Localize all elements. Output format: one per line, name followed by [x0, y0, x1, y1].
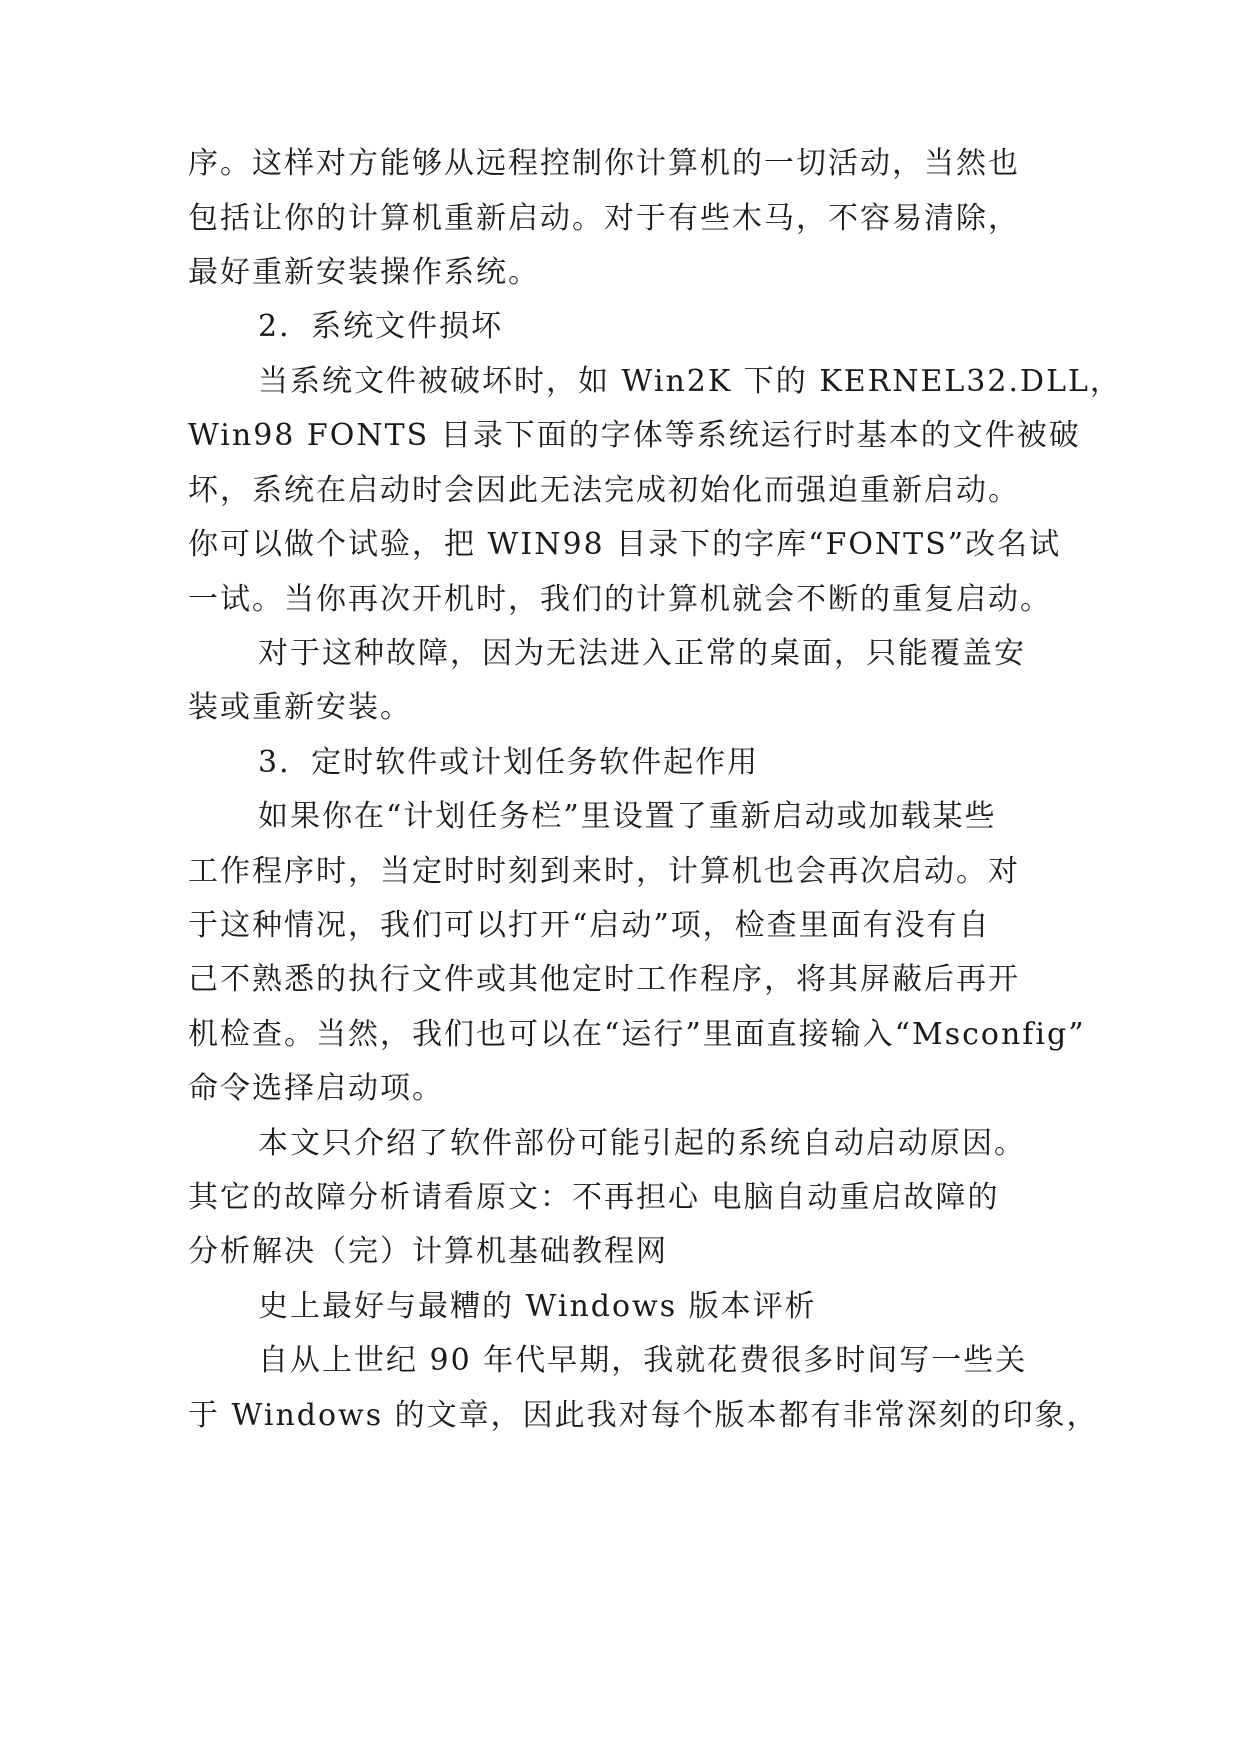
text-line: 于这种情况，我们可以打开“启动”项，检查里面有没有自	[188, 908, 991, 943]
text-line: 你可以做个试验，把 WIN98 目录下的字库“FONTS”改名试	[188, 527, 1062, 562]
text-line: 分析解决（完）计算机基础教程网	[188, 1234, 668, 1269]
text-line: 一试。当你再次开机时，我们的计算机就会不断的重复启动。	[188, 582, 1052, 617]
text-line: 如果你在“计划任务栏”里设置了重新启动或加载某些	[258, 799, 997, 834]
article-title: 史上最好与最糟的 Windows 版本评析	[258, 1289, 817, 1324]
text-line: 于 Windows 的文章，因此我对每个版本都有非常深刻的印象，	[188, 1398, 1099, 1433]
text-line: 对于这种故障，因为无法进入正常的桌面，只能覆盖安	[258, 636, 1026, 671]
text-line: 其它的故障分析请看原文：不再担心 电脑自动重启故障的	[188, 1180, 1000, 1215]
text-line: 坏，系统在启动时会因此无法完成初始化而强迫重新启动。	[188, 473, 1020, 508]
text-line: 序。这样对方能够从远程控制你计算机的一切活动，当然也	[188, 146, 1020, 181]
text-line: 工作程序时，当定时时刻到来时，计算机也会再次启动。对	[188, 854, 1020, 889]
section-heading: 2．系统文件损坏	[258, 309, 504, 344]
text-line: 包括让你的计算机重新启动。对于有些木马，不容易清除，	[188, 201, 1020, 236]
text-line: 装或重新安装。	[188, 690, 412, 725]
text-line: Win98 FONTS 目录下面的字体等系统运行时基本的文件被破	[188, 418, 1081, 453]
section-heading: 3．定时软件或计划任务软件起作用	[258, 745, 760, 780]
text-line: 命令选择启动项。	[188, 1071, 444, 1106]
text-line: 己不熟悉的执行文件或其他定时工作程序，将其屏蔽后再开	[188, 962, 1020, 997]
text-line: 当系统文件被破坏时，如 Win2K 下的 KERNEL32.DLL，	[258, 364, 1122, 399]
text-line: 机检查。当然，我们也可以在“运行”里面直接输入“Msconfig”	[188, 1017, 1086, 1052]
text-line: 最好重新安装操作系统。	[188, 255, 540, 290]
text-line: 本文只介绍了软件部份可能引起的系统自动启动原因。	[258, 1126, 1026, 1161]
text-line: 自从上世纪 90 年代早期，我就花费很多时间写一些关	[258, 1343, 1028, 1378]
